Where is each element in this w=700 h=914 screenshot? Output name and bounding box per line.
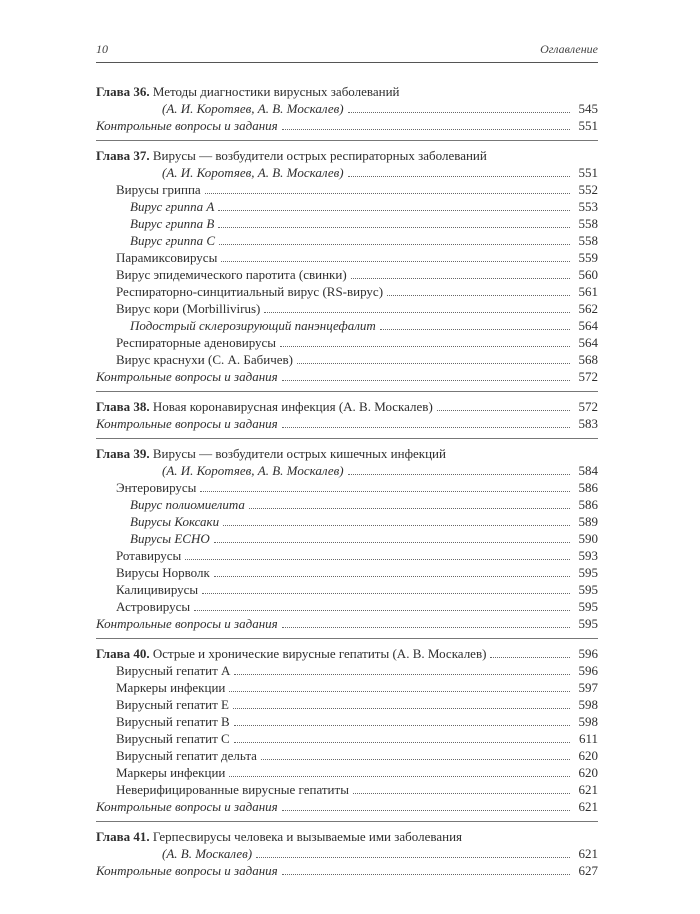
subsection-entry[interactable] (96, 547, 598, 564)
page-ref: 583 (578, 416, 598, 431)
page-ref: 621 (578, 846, 598, 861)
entry-text (130, 232, 215, 249)
dot-leader (234, 674, 570, 675)
subsection-title: Вирус эпидемического паротита (свинки) (116, 267, 347, 282)
subsection-entry[interactable] (96, 334, 598, 351)
dot-leader (214, 542, 570, 543)
subsection-entry[interactable] (96, 696, 598, 713)
dot-leader (229, 776, 570, 777)
chapter-block (96, 83, 598, 134)
entry-text (116, 547, 181, 564)
control-questions-entry[interactable] (96, 415, 598, 432)
page-ref: 558 (578, 216, 598, 231)
subsection-entry[interactable] (96, 662, 598, 679)
page-ref: 597 (578, 680, 598, 695)
running-header (96, 42, 598, 58)
section-divider (96, 821, 598, 822)
entry-text (162, 845, 252, 862)
page-ref: 564 (578, 318, 598, 333)
subsection-title: Вирусы ECHO (130, 531, 210, 546)
page-ref: 562 (578, 301, 598, 316)
entry-text (96, 368, 278, 385)
dot-leader (185, 559, 570, 560)
subsection-entry[interactable] (96, 266, 598, 283)
dot-leader (282, 627, 570, 628)
subsection-title: Неверифицированные вирусные гепатиты (116, 782, 349, 797)
entry-text (96, 445, 446, 462)
subsection-entry[interactable] (96, 181, 598, 198)
page-ref: 586 (578, 497, 598, 512)
subsection-entry[interactable] (96, 713, 598, 730)
dot-leader (202, 593, 570, 594)
chapter-authors-line[interactable] (96, 164, 598, 181)
page-ref: 545 (578, 101, 598, 116)
entry-text (130, 530, 210, 547)
entry-text (116, 564, 210, 581)
dot-leader (256, 857, 570, 858)
dot-leader (234, 725, 570, 726)
entry-text (96, 828, 462, 845)
page-ref: 621 (578, 799, 598, 814)
entry-text (116, 479, 196, 496)
dot-leader (348, 176, 570, 177)
subsection-entry[interactable] (96, 283, 598, 300)
subsection-entry[interactable] (96, 479, 598, 496)
control-questions-entry[interactable] (96, 117, 598, 134)
chapter-label: Глава 40. (96, 646, 153, 661)
page-ref: 593 (578, 548, 598, 563)
page-ref: 620 (578, 748, 598, 763)
entry-text (130, 317, 376, 334)
subsection-title: Маркеры инфекции (116, 680, 226, 695)
dot-leader (297, 363, 570, 364)
entry-text (162, 462, 344, 479)
entry-text (96, 415, 278, 432)
page-ref: 586 (578, 480, 598, 495)
page-ref: 595 (578, 582, 598, 597)
entry-text (116, 283, 383, 300)
control-questions-entry[interactable] (96, 798, 598, 815)
subsection-title: Вирусный гепатит Е (116, 697, 229, 712)
entry-text (162, 164, 344, 181)
dot-leader (351, 278, 570, 279)
chapter-authors-line[interactable] (96, 845, 598, 862)
subsection-entry[interactable] (96, 215, 598, 232)
subsection-entry[interactable] (96, 564, 598, 581)
subsection-title: Калицивирусы (116, 582, 199, 597)
dot-leader (282, 129, 570, 130)
page-ref: 595 (578, 565, 598, 580)
dot-leader (282, 874, 570, 875)
dot-leader (229, 691, 570, 692)
entry-text (130, 215, 214, 232)
subsection-entry[interactable] (96, 530, 598, 547)
subsection-title: Вирусы Норволк (116, 565, 210, 580)
entry-text (116, 181, 201, 198)
dot-leader (348, 112, 570, 113)
entry-text (96, 147, 487, 164)
chapter-block (96, 147, 598, 385)
chapter-block (96, 645, 598, 815)
chapter-title: Вирусы — возбудители острых кишечных инфекций (152, 446, 446, 461)
chapter-label: Глава 37. (96, 148, 153, 163)
entry-text (130, 496, 245, 513)
subsection-entry[interactable] (96, 781, 598, 798)
subsection-title: Вирус краснухи (С. А. Бабичев) (116, 352, 293, 367)
chapter-label: Глава 36. (96, 84, 153, 99)
section-divider (96, 391, 598, 392)
subsection-title: Вирусы гриппа (116, 182, 201, 197)
entry-text (116, 747, 257, 764)
dot-leader (205, 193, 570, 194)
chapter-label: Глава 39. (96, 446, 153, 461)
subsection-title: Ротавирусы (116, 548, 182, 563)
dot-leader (282, 427, 570, 428)
subsection-title: Респираторно-синцитиальный вирус (RS-вирус) (116, 284, 384, 299)
page-number: 10 (96, 42, 108, 56)
page-ref: 584 (578, 463, 598, 478)
chapter-label: Глава 41. (96, 829, 153, 844)
chapter-authors-line[interactable] (96, 100, 598, 117)
subsection-entry[interactable] (96, 198, 598, 215)
chapter-heading[interactable] (96, 398, 598, 415)
subsection-title: Астровирусы (116, 599, 191, 614)
dot-leader (264, 312, 570, 313)
chapter-heading (96, 83, 598, 100)
subsection-entry[interactable] (96, 351, 598, 368)
page-ref: 596 (578, 663, 598, 678)
dot-leader (218, 227, 570, 228)
dot-leader (387, 295, 570, 296)
chapter-heading[interactable] (96, 645, 598, 662)
subsection-entry[interactable] (96, 598, 598, 615)
page-ref: 595 (578, 616, 598, 631)
entry-text (96, 798, 278, 815)
control-questions-entry[interactable] (96, 615, 598, 632)
subsection-entry[interactable] (96, 679, 598, 696)
control-questions-label: Контрольные вопросы и задания (96, 863, 278, 878)
chapter-title: Новая коронавирусная инфекция (А. В. Москалев) (152, 399, 433, 414)
page-ref: 611 (578, 731, 598, 746)
entry-text (130, 198, 214, 215)
subsection-title: Вирусы Коксаки (130, 514, 220, 529)
header-rule (96, 62, 598, 63)
chapter-title: Острые и хронические вирусные гепатиты (А. В. Москалев) (152, 646, 487, 661)
control-questions-label: Контрольные вопросы и задания (96, 416, 278, 431)
page-ref: 589 (578, 514, 598, 529)
chapter-heading (96, 828, 598, 845)
dot-leader (214, 576, 570, 577)
entry-text (162, 100, 344, 117)
chapter-block (96, 398, 598, 432)
entry-text (130, 513, 219, 530)
page-ref: 596 (578, 646, 598, 661)
entry-text (116, 730, 230, 747)
subsection-entry[interactable] (96, 249, 598, 266)
dot-leader (282, 380, 570, 381)
section-divider (96, 140, 598, 141)
page-ref: 568 (578, 352, 598, 367)
table-of-contents (96, 83, 598, 879)
dot-leader (223, 525, 570, 526)
running-title: Оглавление (540, 42, 598, 56)
page-ref: 620 (578, 765, 598, 780)
subsection-entry[interactable] (96, 747, 598, 764)
entry-text (96, 615, 278, 632)
subsection-title: Энтеровирусы (116, 480, 197, 495)
dot-leader (280, 346, 570, 347)
chapter-title: Герпесвирусы человека и вызываемые ими заболевания (152, 829, 462, 844)
subsection-entry[interactable] (96, 317, 598, 334)
dot-leader (282, 810, 570, 811)
dot-leader (221, 261, 570, 262)
chapter-title: Вирусы — возбудители острых респираторных заболеваний (152, 148, 487, 163)
page-ref: 572 (578, 369, 598, 384)
chapter-authors: (А. И. Коротяев, А. В. Москалев) (162, 165, 344, 180)
page-ref: 558 (578, 233, 598, 248)
dot-leader (233, 708, 570, 709)
control-questions-label: Контрольные вопросы и задания (96, 369, 278, 384)
subsection-title: Вирус кори (Morbillivirus) (116, 301, 261, 316)
subsection-title: Подострый склерозирующий панэнцефалит (130, 318, 376, 333)
subsection-title: Вирусный гепатит В (116, 714, 230, 729)
subsection-title: Парамиксовирусы (116, 250, 218, 265)
subsection-title: Маркеры инфекции (116, 765, 226, 780)
dot-leader (490, 657, 570, 658)
page-ref: 551 (578, 165, 598, 180)
chapter-authors: (А. И. Коротяев, А. В. Москалев) (162, 101, 344, 116)
page-ref: 595 (578, 599, 598, 614)
chapter-label: Глава 38. (96, 399, 153, 414)
chapter-title: Методы диагностики вирусных заболеваний (152, 84, 400, 99)
subsection-title: Вирусный гепатит С (116, 731, 230, 746)
control-questions-entry[interactable] (96, 862, 598, 879)
page-ref: 552 (578, 182, 598, 197)
page-ref: 559 (578, 250, 598, 265)
dot-leader (219, 244, 570, 245)
subsection-entry[interactable] (96, 232, 598, 249)
subsection-title: Вирус полиомиелита (130, 497, 245, 512)
chapter-authors-line[interactable] (96, 462, 598, 479)
dot-leader (437, 410, 570, 411)
entry-text (96, 862, 278, 879)
page-ref: 590 (578, 531, 598, 546)
page-ref: 627 (578, 863, 598, 878)
subsection-title: Вирусный гепатит А (116, 663, 231, 678)
subsection-entry[interactable] (96, 300, 598, 317)
section-divider (96, 638, 598, 639)
chapter-authors: (А. И. Коротяев, А. В. Москалев) (162, 463, 344, 478)
entry-text (116, 334, 276, 351)
subsection-title: Вирус гриппа С (130, 233, 216, 248)
subsection-title: Вирусный гепатит дельта (116, 748, 257, 763)
entry-text (116, 662, 230, 679)
dot-leader (234, 742, 570, 743)
page-ref: 561 (578, 284, 598, 299)
subsection-title: Респираторные аденовирусы (116, 335, 277, 350)
page-ref: 621 (578, 782, 598, 797)
entry-text (116, 581, 198, 598)
entry-text (96, 117, 278, 134)
subsection-entry[interactable] (96, 764, 598, 781)
chapter-block (96, 828, 598, 879)
dot-leader (348, 474, 570, 475)
entry-text (96, 83, 400, 100)
entry-text (116, 696, 229, 713)
entry-text (96, 398, 433, 415)
page-ref: 598 (578, 714, 598, 729)
entry-text (116, 781, 349, 798)
subsection-entry[interactable] (96, 581, 598, 598)
control-questions-label: Контрольные вопросы и задания (96, 799, 278, 814)
entry-text (116, 764, 225, 781)
dot-leader (194, 610, 570, 611)
entry-text (96, 645, 486, 662)
subsection-title: Вирус гриппа В (130, 216, 215, 231)
chapter-authors: (А. В. Москалев) (162, 846, 253, 861)
page-ref: 551 (578, 118, 598, 133)
control-questions-label: Контрольные вопросы и задания (96, 118, 278, 133)
dot-leader (218, 210, 570, 211)
subsection-title: Вирус гриппа А (130, 199, 215, 214)
control-questions-label: Контрольные вопросы и задания (96, 616, 278, 631)
entry-text (116, 249, 217, 266)
page-ref: 564 (578, 335, 598, 350)
subsection-entry[interactable] (96, 730, 598, 747)
dot-leader (261, 759, 570, 760)
control-questions-entry[interactable] (96, 368, 598, 385)
entry-text (116, 679, 225, 696)
entry-text (116, 266, 347, 283)
subsection-entry[interactable] (96, 513, 598, 530)
entry-text (116, 598, 190, 615)
entry-text (116, 713, 230, 730)
page-ref: 553 (578, 199, 598, 214)
chapter-heading (96, 147, 598, 164)
entry-text (116, 300, 260, 317)
chapter-heading (96, 445, 598, 462)
dot-leader (249, 508, 570, 509)
chapter-block (96, 445, 598, 632)
entry-text (116, 351, 293, 368)
section-divider (96, 438, 598, 439)
page-ref: 560 (578, 267, 598, 282)
dot-leader (380, 329, 570, 330)
dot-leader (353, 793, 570, 794)
subsection-entry[interactable] (96, 496, 598, 513)
page-ref: 598 (578, 697, 598, 712)
dot-leader (200, 491, 570, 492)
page-ref: 572 (578, 399, 598, 414)
